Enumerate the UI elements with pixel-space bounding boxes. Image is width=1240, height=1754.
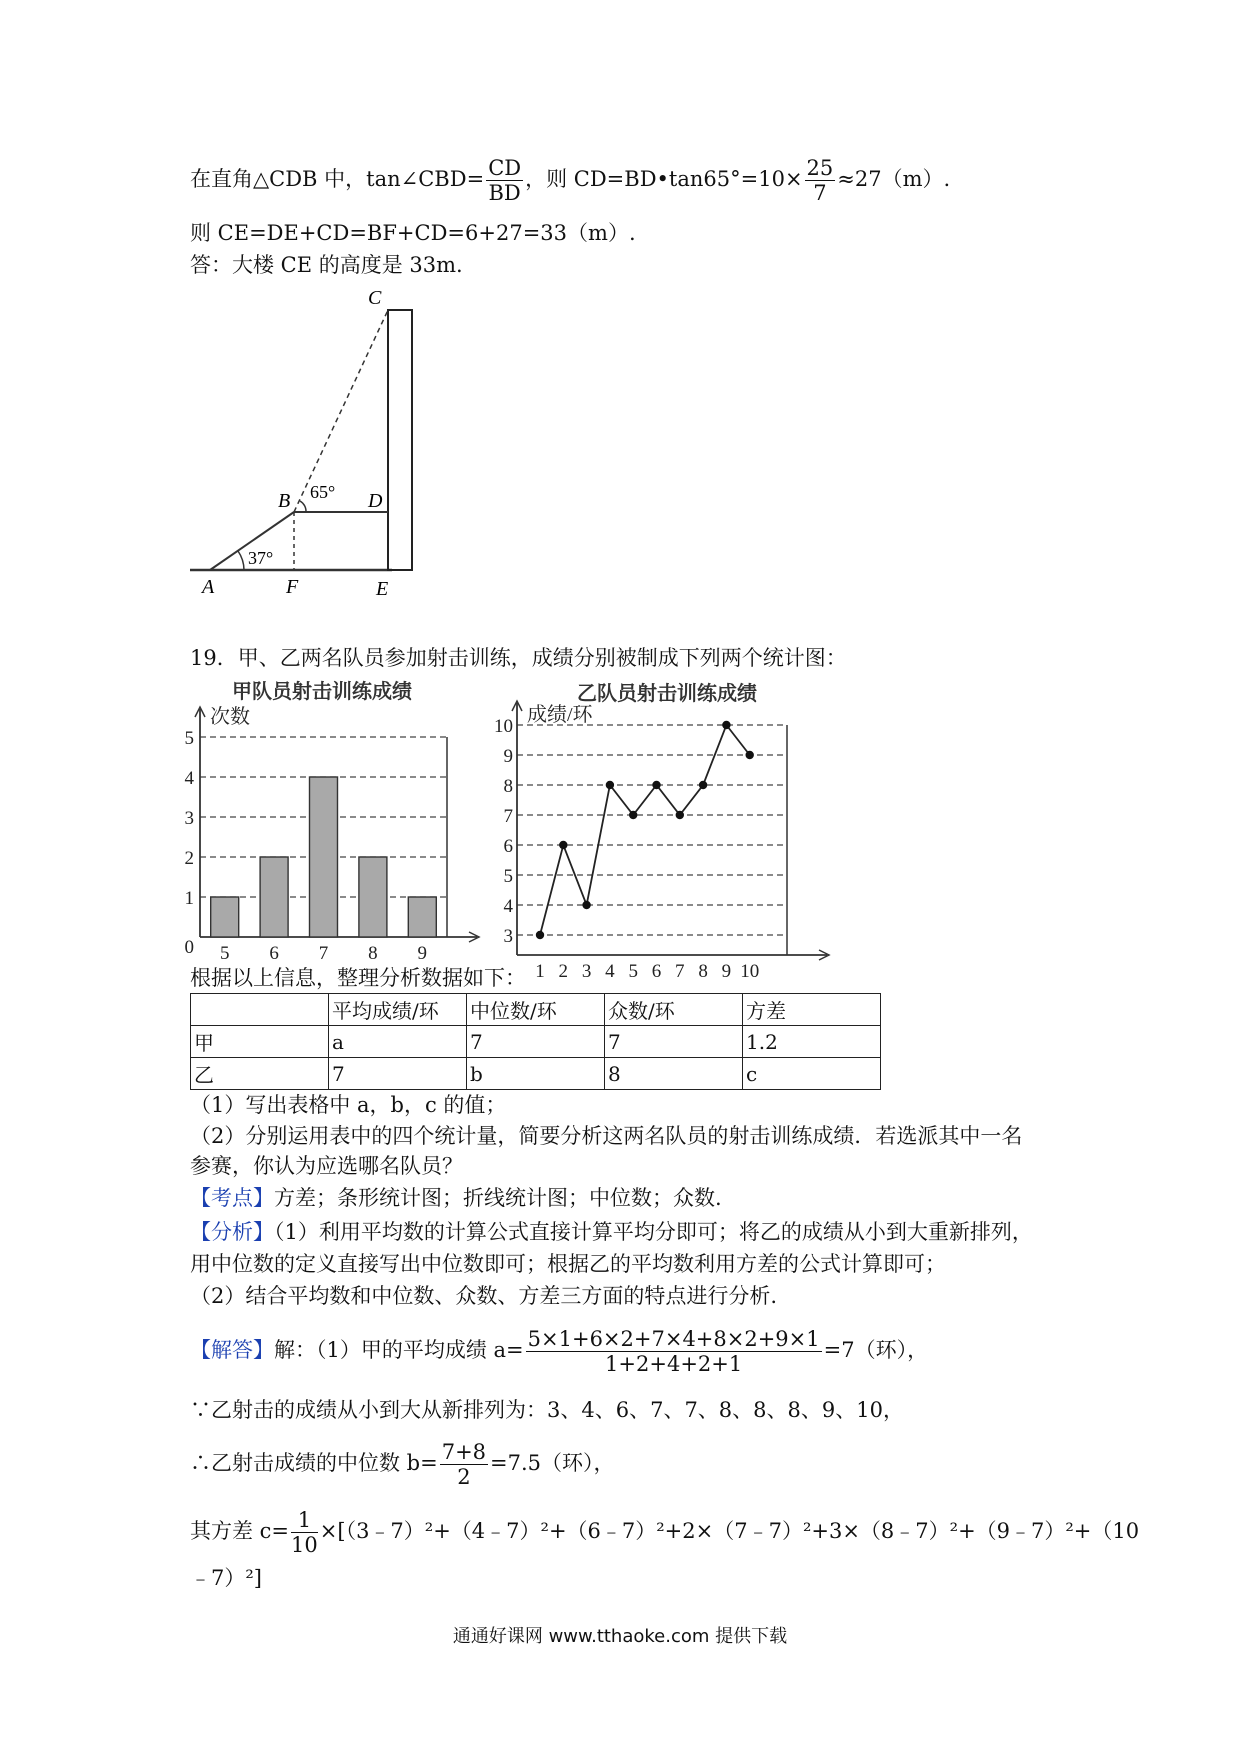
data-point xyxy=(582,901,590,909)
denominator: 7 xyxy=(813,181,827,205)
solution-line-2: 则 CE=DE+CD=BF+CD=6+27=33（m）. xyxy=(190,221,636,245)
table-cell: 7 xyxy=(467,1026,605,1058)
label-f: F xyxy=(286,576,299,598)
data-point xyxy=(652,781,660,789)
jieda-line-c-tail: ﹣7）²] xyxy=(190,1566,262,1590)
fenxi-line-2: 用中位数的定义直接写出中位数即可；根据乙的平均数利用方差的公式计算即可； xyxy=(190,1252,946,1276)
table-cell: 7 xyxy=(329,1058,467,1090)
table-cell: 乙 xyxy=(191,1058,329,1090)
jieda-line-c xyxy=(190,1508,1139,1557)
data-point xyxy=(722,721,730,729)
fraction-median-b xyxy=(440,1440,488,1489)
x-tick-label: 7 xyxy=(318,943,329,964)
data-point xyxy=(536,931,544,939)
table-header-cell xyxy=(191,994,329,1026)
x-tick-label: 5 xyxy=(628,961,638,982)
jieda-line-b xyxy=(190,1440,615,1489)
text: =7（环）， xyxy=(823,1338,929,1362)
y-tick-label: 2 xyxy=(184,848,194,869)
bar xyxy=(359,857,387,937)
numerator: 1 xyxy=(291,1508,318,1533)
label-e: E xyxy=(376,578,389,600)
data-point xyxy=(699,781,707,789)
data-point xyxy=(676,811,684,819)
table-cell: 8 xyxy=(605,1058,743,1090)
table-header-cell: 众数/环 xyxy=(605,994,743,1026)
y-tick-label: 5 xyxy=(184,728,194,749)
table-cell: b xyxy=(467,1058,605,1090)
x-tick-label: 10 xyxy=(740,961,760,982)
x-tick-label: 1 xyxy=(535,961,545,982)
y-tick-label: 5 xyxy=(503,866,513,887)
stats-table xyxy=(190,993,881,1090)
text: ≈27（m）. xyxy=(837,167,951,191)
line-chart xyxy=(494,700,830,982)
footer: 通通好课网 www.tthaoke.com 提供下载 xyxy=(452,1626,788,1647)
fenxi-text: （1）利用平均数的计算公式直接计算平均分即可；将乙的成绩从小到大重新排列， xyxy=(274,1220,1033,1244)
angle-b-arc xyxy=(300,501,306,512)
y-tick-label: 3 xyxy=(503,926,513,947)
label-d: D xyxy=(368,490,383,512)
bar xyxy=(408,897,436,937)
bar-chart-title: 甲队员射击训练成绩 xyxy=(232,679,412,703)
denominator: 1+2+4+2+1 xyxy=(605,1352,743,1376)
table-header-cell: 平均成绩/环 xyxy=(329,994,467,1026)
table-row xyxy=(191,1058,881,1090)
answer-line: 答：大楼 CE 的高度是 33m. xyxy=(190,253,463,277)
building xyxy=(388,310,412,570)
x-tick-label: 2 xyxy=(558,961,569,982)
y-tick-label: 1 xyxy=(184,888,194,909)
angle-a-arc xyxy=(238,551,244,570)
x-tick-label: 5 xyxy=(219,943,230,964)
numerator: CD xyxy=(488,156,522,180)
label-a: A xyxy=(202,576,215,598)
x-tick-label: 6 xyxy=(269,943,279,964)
table-cell: c xyxy=(743,1058,881,1090)
kaodian-tag: 【考点】 xyxy=(190,1186,274,1210)
y-tick-label: 10 xyxy=(494,716,513,737)
question-19-stem: 19．甲、乙两名队员参加射击训练，成绩分别被制成下列两个统计图： xyxy=(190,646,847,670)
jieda-sorted-line: ∵乙射击的成绩从小到大从新排列为：3、4、6、7、7、8、8、8、9、10， xyxy=(190,1398,904,1422)
y-tick-label: 3 xyxy=(184,808,194,829)
text: 解：（1）甲的平均成绩 a= xyxy=(274,1338,524,1362)
fraction-mean-a xyxy=(526,1327,822,1376)
data-point xyxy=(559,841,567,849)
numerator: 5×1+6×2+7×4+8×2+9×1 xyxy=(527,1327,820,1351)
y-tick-label: 6 xyxy=(503,836,513,857)
label-c: C xyxy=(368,287,382,309)
data-point xyxy=(746,751,754,759)
table-cell: 甲 xyxy=(191,1026,329,1058)
text: ，则 CD=BD•tan65°=10× xyxy=(525,167,803,191)
solution-line-1 xyxy=(190,156,950,205)
sightline-bc xyxy=(294,310,388,512)
text: =7.5（环）， xyxy=(490,1451,615,1475)
y-tick-label: 4 xyxy=(503,896,513,917)
bar xyxy=(211,897,239,937)
jieda-line-a xyxy=(190,1327,928,1376)
x-tick-label: 7 xyxy=(675,961,685,982)
question-part-2-line-1: （2）分别运用表中的四个统计量，简要分析这两名队员的射击训练成绩．若选派其中一名 xyxy=(190,1124,1023,1148)
fenxi-line-1 xyxy=(190,1217,1033,1247)
y-axis-label: 成绩/环 xyxy=(527,704,593,726)
y-tick-label: 0 xyxy=(184,937,194,958)
jieda-tag: 【解答】 xyxy=(190,1338,274,1362)
fraction-cd-bd xyxy=(486,156,523,205)
y-tick-label: 7 xyxy=(503,806,513,827)
table-row xyxy=(191,1026,881,1058)
bar-chart xyxy=(185,700,495,962)
x-tick-label: 3 xyxy=(581,961,592,982)
x-tick-label: 6 xyxy=(651,961,662,982)
denominator: BD xyxy=(488,181,521,205)
table-cell: 7 xyxy=(605,1026,743,1058)
line-chart-title: 乙队员射击训练成绩 xyxy=(577,681,757,705)
fraction-1-10 xyxy=(291,1508,318,1557)
x-tick-label: 9 xyxy=(721,961,732,982)
numerator: 25 xyxy=(806,156,834,180)
denominator: 2 xyxy=(457,1465,471,1489)
y-tick-label: 4 xyxy=(184,768,194,789)
table-header-row xyxy=(191,994,881,1026)
text: 其方差 c= xyxy=(190,1519,290,1543)
series-line xyxy=(540,725,750,935)
y-tick-label: 9 xyxy=(503,746,513,767)
table-cell: a xyxy=(329,1026,467,1058)
data-intro: 根据以上信息，整理分析数据如下： xyxy=(190,966,526,990)
label-b: B xyxy=(278,490,291,512)
y-tick-label: 8 xyxy=(503,776,513,797)
fenxi-line-3: （2）结合平均数和中位数、众数、方差三方面的特点进行分析. xyxy=(190,1284,778,1308)
text: 在直角△CDB 中，tan∠CBD= xyxy=(190,167,485,191)
x-tick-label: 4 xyxy=(605,961,615,982)
denominator: 10 xyxy=(291,1533,318,1557)
numerator: 7+8 xyxy=(441,1440,487,1464)
angle-37-label: 37° xyxy=(248,548,274,568)
table-header-cell: 方差 xyxy=(743,994,881,1026)
data-point xyxy=(606,781,614,789)
kaodian-text: 方差；条形统计图；折线统计图；中位数；众数. xyxy=(274,1186,722,1210)
kaodian-line xyxy=(190,1183,722,1213)
y-axis-label: 次数 xyxy=(210,706,250,728)
bar xyxy=(260,857,288,937)
data-point xyxy=(629,811,637,819)
text: ∴乙射击成绩的中位数 b= xyxy=(190,1451,438,1475)
table-header-cell: 中位数/环 xyxy=(467,994,605,1026)
text: ×[（3﹣7）²+（4﹣7）²+（6﹣7）²+2×（7﹣7）²+3×（8﹣7）²+（9﹣7）²+（10 xyxy=(319,1519,1140,1543)
question-part-1: （1）写出表格中 a，b，c 的值； xyxy=(190,1093,507,1117)
fenxi-tag: 【分析】 xyxy=(190,1220,274,1244)
x-tick-label: 8 xyxy=(698,961,708,982)
x-tick-label: 9 xyxy=(417,943,428,964)
table-cell: 1.2 xyxy=(743,1026,881,1058)
geometry-figure xyxy=(180,285,430,605)
fraction-25-7 xyxy=(805,156,836,205)
question-part-2-line-2: 参赛，你认为应选哪名队员？ xyxy=(190,1154,463,1178)
angle-65-label: 65° xyxy=(310,482,336,502)
bar xyxy=(310,777,338,937)
x-tick-label: 8 xyxy=(368,943,378,964)
